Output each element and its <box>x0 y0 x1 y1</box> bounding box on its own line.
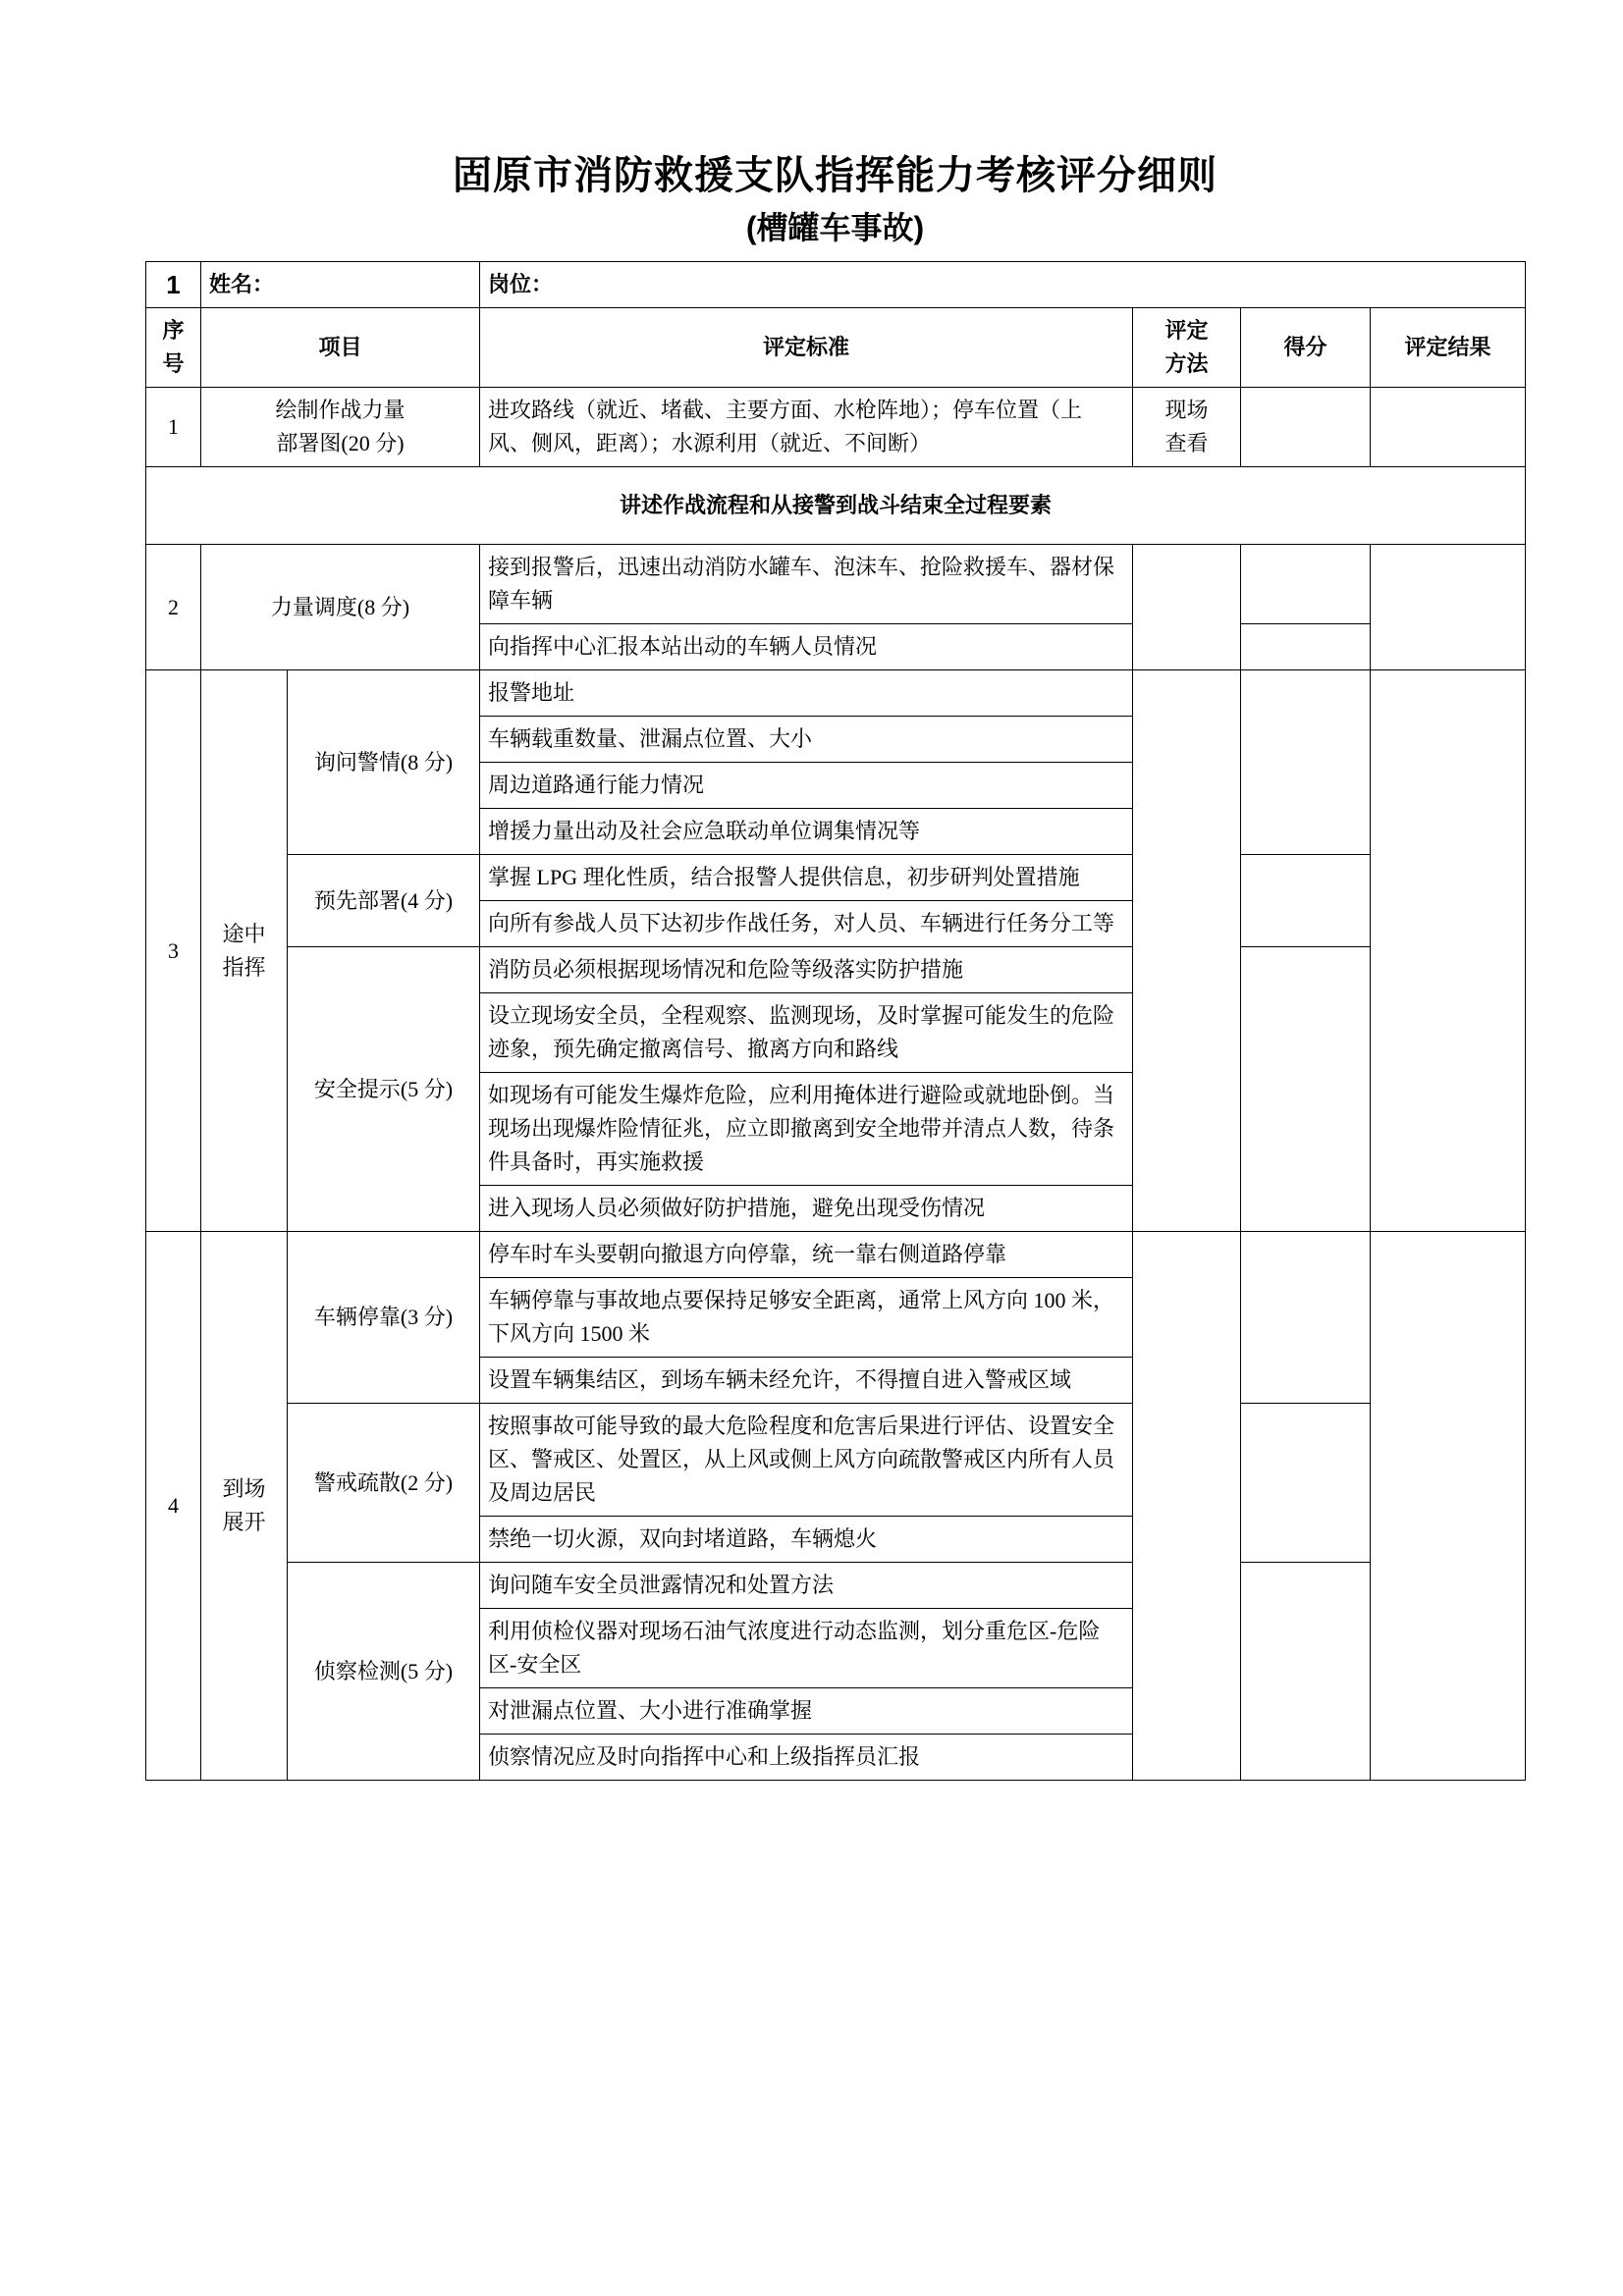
section3-criterion: 周边道路通行能力情况 <box>480 763 1133 809</box>
section4-score-cell[interactable] <box>1241 1563 1371 1781</box>
section3-score-cell[interactable] <box>1241 670 1371 855</box>
section4-sub-name: 车辆停靠(3 分) <box>288 1232 480 1404</box>
row1-method-line1: 现场 <box>1164 398 1209 422</box>
table-row <box>146 1232 1526 1278</box>
section3-score-cell[interactable] <box>1241 855 1371 947</box>
section3-group <box>201 670 288 1232</box>
section3-result-cell[interactable] <box>1371 670 1526 1232</box>
header-method <box>1133 308 1241 388</box>
table-header-row <box>146 308 1526 388</box>
section3-group-line1: 途中 <box>222 921 266 946</box>
section4-score-cell[interactable] <box>1241 1404 1371 1563</box>
section-banner: 讲述作战流程和从接警到战斗结束全过程要素 <box>146 467 1526 545</box>
row1-item <box>201 388 480 467</box>
section4-sub-name: 侦察检测(5 分) <box>288 1563 480 1781</box>
section4-method-cell <box>1133 1232 1241 1781</box>
table-row <box>146 947 1526 993</box>
table-row <box>146 388 1526 467</box>
section3-sub-name: 安全提示(5 分) <box>288 947 480 1232</box>
section3-method-cell <box>1133 670 1241 1232</box>
section2-method-cell <box>1133 545 1241 670</box>
section4-criterion: 侦察情况应及时向指挥中心和上级指挥员汇报 <box>480 1735 1133 1781</box>
name-field[interactable]: 姓名： <box>201 262 480 308</box>
section2-score-cell[interactable] <box>1241 624 1371 670</box>
header-item: 项目 <box>201 308 480 388</box>
section2-seq: 2 <box>146 545 201 670</box>
section4-criterion: 按照事故可能导致的最大危险程度和危害后果进行评估、设置安全区、警戒区、处置区，从上风或侧上风方向疏散警戒区内所有人员及周边居民 <box>480 1404 1133 1517</box>
section3-criterion: 掌握 LPG 理化性质，结合报警人提供信息，初步研判处置措施 <box>480 855 1133 901</box>
scoring-table <box>145 261 1526 1781</box>
table-row <box>146 1404 1526 1517</box>
header-seq-line2: 号 <box>162 351 185 376</box>
section4-criterion: 设置车辆集结区，到场车辆未经允许，不得擅自进入警戒区域 <box>480 1358 1133 1404</box>
row1-item-line1: 绘制作战力量 <box>275 398 406 422</box>
section3-criterion: 设立现场安全员，全程观察、监测现场，及时掌握可能发生的危险迹象，预先确定撤离信号、撤离方向和路线 <box>480 993 1133 1073</box>
section-banner-row <box>146 467 1526 545</box>
row1-score-cell[interactable] <box>1241 388 1371 467</box>
section2-criterion: 接到报警后，迅速出动消防水罐车、泡沫车、抢险救援车、器材保障车辆 <box>480 545 1133 624</box>
section3-group-line2: 指挥 <box>222 954 266 980</box>
section2-criterion: 向指挥中心汇报本站出动的车辆人员情况 <box>480 624 1133 670</box>
page-subtitle: (槽罐车事故) <box>745 210 925 245</box>
section3-sub-name: 预先部署(4 分) <box>288 855 480 947</box>
section4-score-cell[interactable] <box>1241 1232 1371 1404</box>
page-title: 固原市消防救援支队指挥能力考核评分细则 <box>453 154 1217 197</box>
section4-criterion: 停车时车头要朝向撤退方向停靠，统一靠右侧道路停靠 <box>480 1232 1133 1278</box>
section3-criterion: 增援力量出动及社会应急联动单位调集情况等 <box>480 809 1133 855</box>
section4-seq: 4 <box>146 1232 201 1781</box>
section2-result-cell[interactable] <box>1371 545 1526 670</box>
header-seq <box>146 308 201 388</box>
row1-method-line2: 查看 <box>1164 431 1209 455</box>
section3-criterion: 消防员必须根据现场情况和危险等级落实防护措施 <box>480 947 1133 993</box>
header-method-line2: 方法 <box>1164 351 1209 376</box>
section3-criterion: 进入现场人员必须做好防护措施，避免出现受伤情况 <box>480 1186 1133 1232</box>
section4-group <box>201 1232 288 1781</box>
section4-criterion: 询问随车安全员泄露情况和处置方法 <box>480 1563 1133 1609</box>
section3-criterion: 如现场有可能发生爆炸危险，应利用掩体进行避险或就地卧倒。当现场出现爆炸险情征兆，应立即撤离到安全地带并清点人数，待条件具备时，再实施救援 <box>480 1073 1133 1186</box>
header-method-line1: 评定 <box>1164 318 1209 343</box>
row1-result-cell[interactable] <box>1371 388 1526 467</box>
row1-standard: 进攻路线（就近、堵截、主要方面、水枪阵地）；停车位置（上风、侧风，距离）；水源利用（就近、不间断） <box>480 388 1133 467</box>
table-row <box>146 1563 1526 1609</box>
section4-result-cell[interactable] <box>1371 1232 1526 1781</box>
section4-group-line2: 展开 <box>222 1510 266 1534</box>
row1-method <box>1133 388 1241 467</box>
row1-seq: 1 <box>146 388 201 467</box>
section3-criterion: 报警地址 <box>480 670 1133 717</box>
post-field[interactable]: 岗位： <box>480 262 1526 308</box>
section3-seq: 3 <box>146 670 201 1232</box>
section3-criterion: 车辆载重数量、泄漏点位置、大小 <box>480 717 1133 763</box>
section3-criterion: 向所有参战人员下达初步作战任务，对人员、车辆进行任务分工等 <box>480 901 1133 947</box>
identity-number: 1 <box>146 262 201 308</box>
table-row <box>146 670 1526 717</box>
section4-criterion: 对泄漏点位置、大小进行准确掌握 <box>480 1688 1133 1735</box>
header-seq-line1: 序 <box>162 318 185 343</box>
section4-group-line1: 到场 <box>222 1476 266 1501</box>
header-standard: 评定标准 <box>480 308 1133 388</box>
section3-sub-name: 询问警情(8 分) <box>288 670 480 855</box>
section4-sub-name: 警戒疏散(2 分) <box>288 1404 480 1563</box>
identity-row <box>146 262 1526 308</box>
header-score: 得分 <box>1241 308 1371 388</box>
row1-item-line2: 部署图(20 分) <box>276 431 405 455</box>
header-result: 评定结果 <box>1371 308 1526 388</box>
section2-item: 力量调度(8 分) <box>201 545 480 670</box>
table-row <box>146 545 1526 624</box>
table-row <box>146 855 1526 901</box>
section4-criterion: 车辆停靠与事故地点要保持足够安全距离，通常上风方向 100 米，下风方向 1500 米 <box>480 1278 1133 1358</box>
section4-criterion: 禁绝一切火源，双向封堵道路，车辆熄火 <box>480 1517 1133 1563</box>
section2-score-cell[interactable] <box>1241 545 1371 624</box>
section4-criterion: 利用侦检仪器对现场石油气浓度进行动态监测，划分重危区-危险区-安全区 <box>480 1609 1133 1688</box>
section3-score-cell[interactable] <box>1241 947 1371 1232</box>
